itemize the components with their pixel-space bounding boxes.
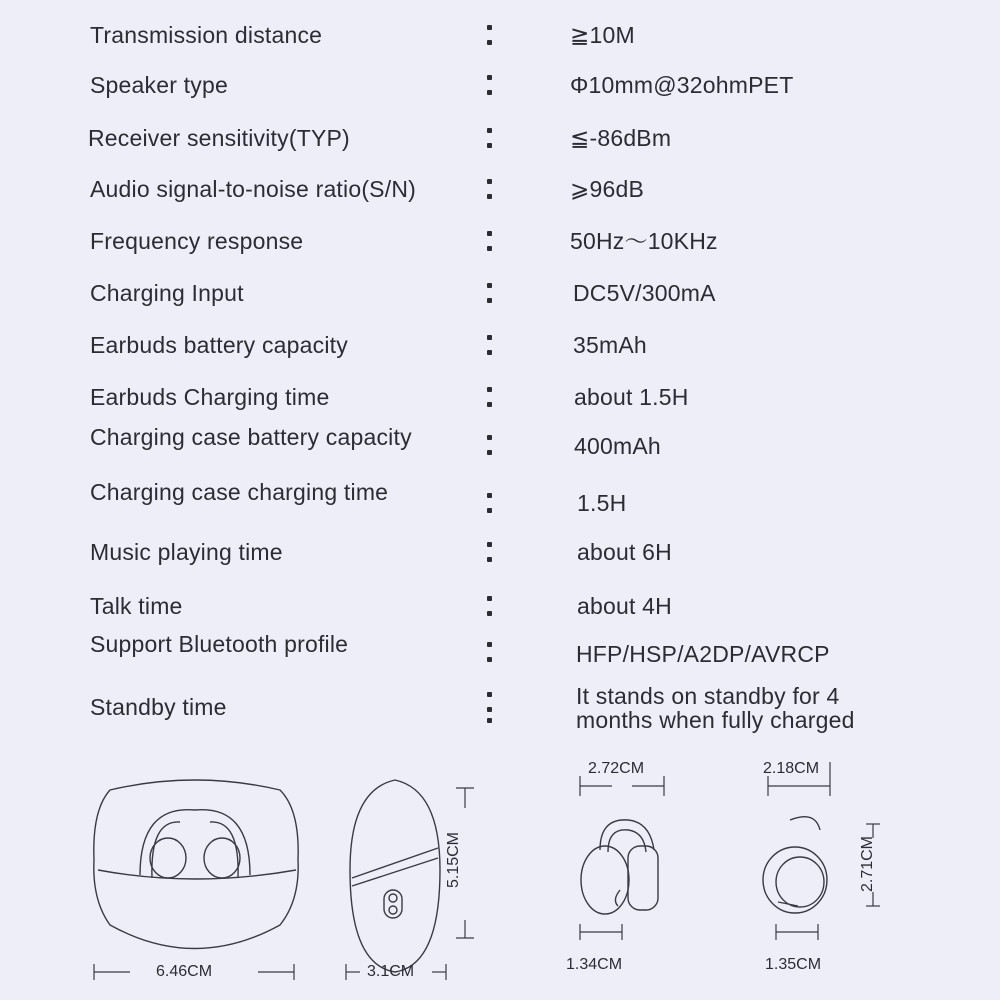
spec-value: It stands on standby for 4 months when fully charged — [576, 683, 855, 733]
spec-value: about 6H — [577, 539, 672, 565]
earbud-side-drawing — [763, 817, 827, 913]
colon-separator — [487, 281, 497, 307]
spec-row-case-battery — [0, 425, 1000, 475]
spec-row-snr — [0, 177, 1000, 227]
spec-row-transmission-distance — [0, 23, 1000, 73]
spec-label: Audio signal-to-noise ratio(S/N) — [90, 176, 416, 202]
spec-value: ≧10M — [570, 22, 635, 48]
spec-value: ≦-86dBm — [570, 125, 672, 151]
spec-value: about 4H — [577, 593, 672, 619]
spec-value: 35mAh — [573, 332, 647, 358]
spec-row-speaker-type — [0, 73, 1000, 123]
earbud-side-width-label: 2.18CM — [763, 760, 820, 777]
earbud-side-base-label: 1.35CM — [765, 956, 822, 973]
spec-label: Charging case battery capacity — [90, 424, 412, 450]
colon-separator — [487, 229, 497, 255]
colon-separator — [487, 23, 497, 49]
colon-separator — [487, 385, 497, 411]
spec-row-receiver-sensitivity — [0, 126, 1000, 176]
spec-label: Transmission distance — [90, 22, 323, 48]
spec-row-frequency-response — [0, 229, 1000, 279]
colon-separator — [487, 594, 497, 620]
spec-label: Earbuds battery capacity — [90, 332, 348, 358]
case-depth-label: 3.1CM — [367, 963, 415, 980]
spec-label: Support Bluetooth profile — [90, 631, 349, 657]
colon-separator — [487, 690, 497, 716]
spec-value: 1.5H — [577, 490, 627, 516]
earbud-front-drawing — [581, 820, 658, 914]
colon-separator — [487, 433, 497, 459]
spec-label: Earbuds Charging time — [90, 384, 330, 410]
spec-value: Φ10mm@32ohmPET — [570, 72, 794, 98]
spec-row-charging-input — [0, 281, 1000, 331]
earbud-front-base-label: 1.34CM — [566, 956, 623, 973]
spec-label: Charging case charging time — [90, 479, 389, 505]
colon-separator — [487, 177, 497, 203]
spec-row-music-playing-time — [0, 540, 1000, 590]
colon-separator — [487, 126, 497, 152]
spec-label: Frequency response — [90, 228, 304, 254]
earbud-front-width-label: 2.72CM — [588, 760, 645, 777]
earbud-side-height-label: 2.71CM — [859, 835, 877, 893]
charging-case-side-drawing — [350, 780, 440, 972]
case-width-label: 6.46CM — [156, 963, 213, 980]
spec-row-case-charging-time — [0, 480, 1000, 530]
spec-label: Speaker type — [90, 72, 228, 98]
spec-label: Receiver sensitivity(TYP) — [88, 125, 350, 151]
charging-case-front-drawing — [94, 780, 298, 949]
spec-label: Charging Input — [90, 280, 244, 306]
spec-value: ⩾96dB — [570, 176, 644, 202]
spec-row-bluetooth-profile — [0, 632, 1000, 682]
spec-row-earbuds-battery — [0, 333, 1000, 383]
spec-value: about 1.5H — [574, 384, 689, 410]
colon-separator — [487, 333, 497, 359]
colon-separator — [487, 73, 497, 99]
colon-separator — [487, 491, 497, 517]
colon-separator — [487, 540, 497, 566]
spec-value: HFP/HSP/A2DP/AVRCP — [576, 641, 830, 667]
case-height-label: 5.15CM — [445, 831, 463, 889]
spec-label: Music playing time — [90, 539, 283, 565]
spec-label: Standby time — [90, 694, 227, 720]
spec-value: 50Hz〜10KHz — [570, 228, 718, 254]
spec-row-standby-time — [0, 684, 1000, 734]
spec-value: DC5V/300mA — [573, 280, 716, 306]
spec-label: Talk time — [90, 593, 183, 619]
colon-separator — [487, 640, 497, 666]
product-dimension-drawings — [0, 740, 1000, 1000]
spec-value: 400mAh — [574, 433, 661, 459]
